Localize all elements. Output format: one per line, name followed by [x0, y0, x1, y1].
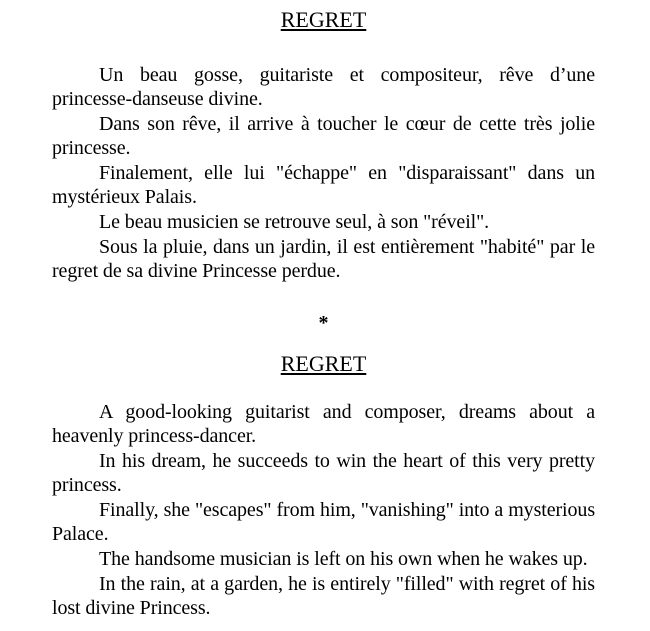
- english-title: REGRET: [280, 351, 367, 376]
- french-title: REGRET: [280, 7, 367, 32]
- french-paragraph: Dans son rêve, il arrive à toucher le cœur de cette très jolie princesse.: [52, 113, 595, 159]
- french-paragraph: Sous la pluie, dans un jardin, il est entièrement "habité" par le regret de sa divine Princesse perdue.: [52, 236, 595, 282]
- french-paragraph: Le beau musicien se retrouve seul, à son "réveil".: [99, 211, 490, 233]
- english-paragraph: Finally, she "escapes" from him, "vanishing" into a mysterious Palace.: [52, 499, 595, 545]
- english-section: [52, 350, 595, 620]
- english-paragraph: A good-looking guitarist and composer, dreams about a heavenly princess-dancer.: [52, 401, 595, 447]
- section-separator: *: [318, 312, 329, 334]
- english-paragraph: The handsome musician is left on his own when he wakes up.: [99, 548, 588, 570]
- french-paragraph: Finalement, elle lui "échappe" en "disparaissant" dans un mystérieux Palais.: [52, 162, 595, 208]
- document-page: [52, 6, 595, 621]
- english-paragraph: In his dream, he succeeds to win the heart of this very pretty princess.: [52, 450, 595, 496]
- french-paragraph: Un beau gosse, guitariste et compositeur, rêve d’une princesse-danseuse divine.: [52, 64, 595, 110]
- english-paragraph: In the rain, at a garden, he is entirely "filled" with regret of his lost divine Princess.: [52, 573, 595, 619]
- french-section: [52, 6, 595, 283]
